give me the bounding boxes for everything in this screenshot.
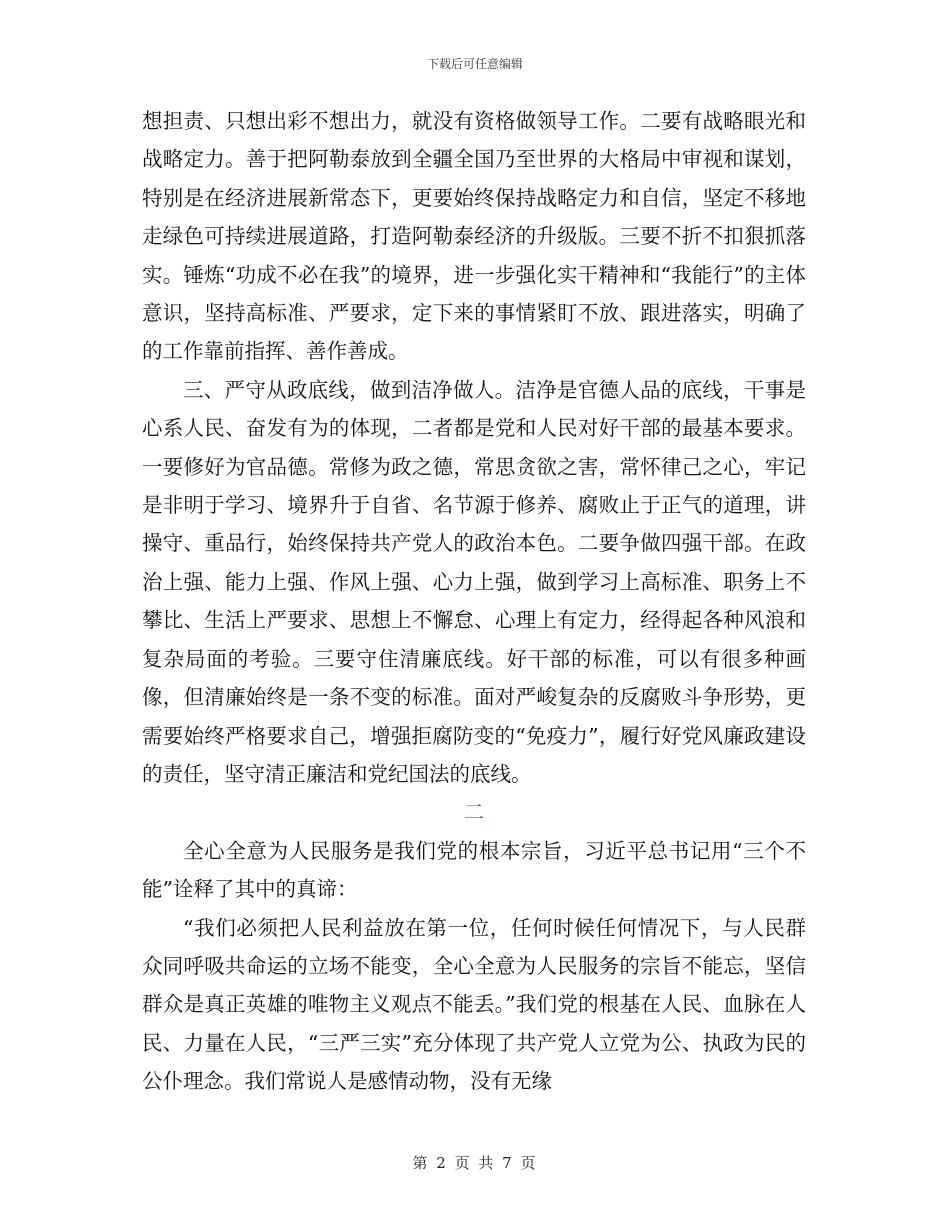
paragraph-quote: “我们必须把人民利益放在第一位，任何时候任何情况下，与人民群众同呼吸共命运的立场不能变，全心全意为人民服务的宗旨不能忘，坚信群众是真正英雄的唯物主义观点不能丢。”我们党的根基在人民、血脉在人民、力量在人民，“三严三实”充分体现了共产党人立党为公、执政为民的公仆理念。我们常说人是感情动物，没有无缘 (142, 915, 806, 1094)
page-header: 下载后可任意编辑 (426, 57, 523, 71)
paragraph-intro: 全心全意为人民服务是我们党的根本宗旨，习近平总书记用“三个不能”诠释了其中的真谛： (142, 838, 806, 902)
paragraph-continued: 想担责、只想出彩不想出力，就没有资格做领导工作。二要有战略眼光和战略定力。善于把阿勒泰放到全疆全国乃至世界的大格局中审视和谋划，特别是在经济进展新常态下，更要始终保持战略定力和自信，坚定不移地走绿色可持续进展道路，打造阿勒泰经济的升级版。三要不折不扣狠抓落实。锤炼“功成不必在我”的境界，进一步强化实干精神和“我能行”的主体意识，坚持高标准、严要求，定下来的事情紧盯不放、跟进落实，明确了的工作靠前指挥、善作善成。 (142, 109, 806, 364)
document-body (142, 102, 806, 1101)
section-heading: 二 (463, 800, 485, 825)
paragraph-section-three: 三、严守从政底线，做到洁净做人。洁净是官德人品的底线，干事是心系人民、奋发有为的体现，二者都是党和人民对好干部的最基本要求。一要修好为官品德。常修为政之德，常思贪欲之害，常怀律己之心，牢记是非明于学习、境界升于自省、名节源于修养、腐败止于正气的道理，讲操守、重品行，始终保持共产党人的政治本色。二要争做四强干部。在政治上强、能力上强、作风上强、心力上强，做到学习上高标准、职务上不攀比、生活上严要求、思想上不懈怠、心理上有定力，经得起各种风浪和复杂局面的考验。三要守住清廉底线。好干部的标准，可以有很多种画像，但清廉始终是一条不变的标准。面对严峻复杂的反腐败斗争形势，更需要始终严格要求自己，增强拒腐防变的“免疫力”，履行好党风廉政建设的责任，坚守清正廉洁和党纪国法的底线。 (142, 377, 806, 786)
page-number-footer: 第 2 页 共 7 页 (412, 1154, 538, 1172)
